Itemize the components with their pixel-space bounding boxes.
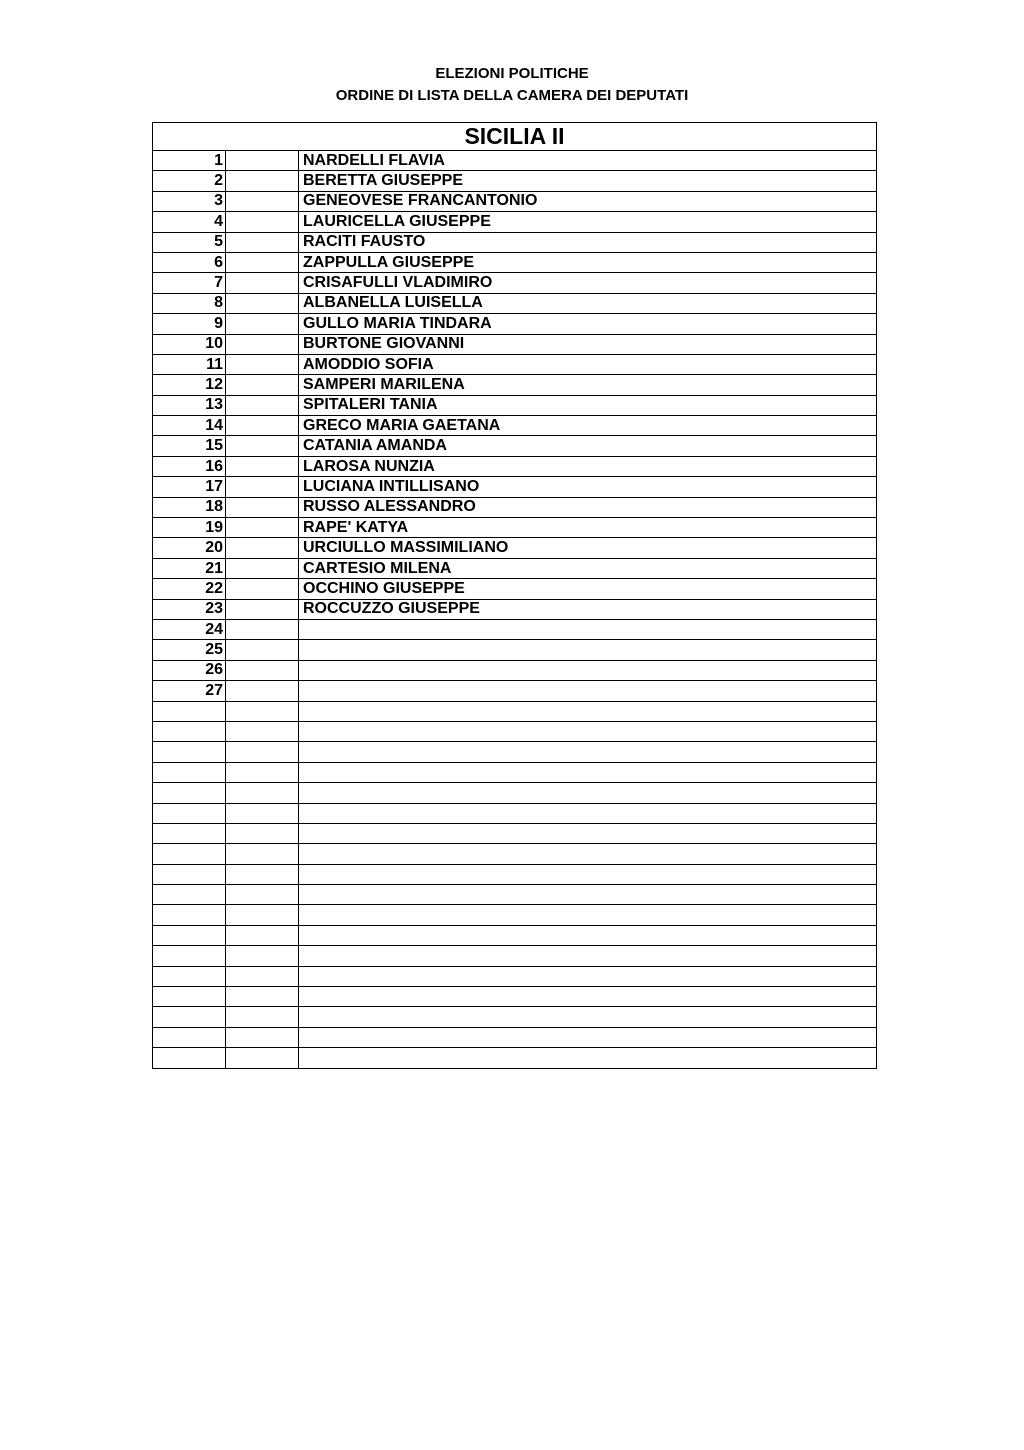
blank-cell xyxy=(226,273,299,293)
blank-cell xyxy=(226,151,299,171)
table-row xyxy=(153,518,877,538)
row-number: 11 xyxy=(153,354,226,374)
blank-cell xyxy=(226,1027,299,1047)
row-number: 17 xyxy=(153,477,226,497)
table-row xyxy=(153,701,877,721)
candidate-name: LUCIANA INTILLISANO xyxy=(299,477,877,497)
candidate-name: GULLO MARIA TINDARA xyxy=(299,314,877,334)
table-row xyxy=(153,191,877,211)
row-number xyxy=(153,885,226,905)
blank-cell xyxy=(226,640,299,660)
candidate-name xyxy=(299,742,877,762)
candidate-name: LAROSA NUNZIA xyxy=(299,456,877,476)
table-row xyxy=(153,151,877,171)
candidate-list-table xyxy=(152,122,877,1069)
blank-cell xyxy=(226,925,299,945)
table-row xyxy=(153,864,877,884)
row-number xyxy=(153,762,226,782)
table-row xyxy=(153,375,877,395)
candidate-name xyxy=(299,640,877,660)
candidate-name: NARDELLI FLAVIA xyxy=(299,151,877,171)
blank-cell xyxy=(226,334,299,354)
row-number: 5 xyxy=(153,232,226,252)
table-row xyxy=(153,314,877,334)
row-number: 3 xyxy=(153,191,226,211)
candidate-name xyxy=(299,1007,877,1027)
table-row xyxy=(153,436,877,456)
table-row xyxy=(153,416,877,436)
row-number xyxy=(153,783,226,803)
blank-cell xyxy=(226,436,299,456)
row-number: 27 xyxy=(153,681,226,701)
candidate-list-body xyxy=(153,123,877,1069)
table-row xyxy=(153,1027,877,1047)
row-number xyxy=(153,1048,226,1068)
blank-cell xyxy=(226,783,299,803)
table-row xyxy=(153,497,877,517)
candidate-name: RAPE' KATYA xyxy=(299,518,877,538)
table-row xyxy=(153,334,877,354)
candidate-name: CARTESIO MILENA xyxy=(299,558,877,578)
row-number xyxy=(153,925,226,945)
row-number xyxy=(153,1007,226,1027)
row-number: 9 xyxy=(153,314,226,334)
candidate-name xyxy=(299,619,877,639)
blank-cell xyxy=(226,987,299,1007)
candidate-name: LAURICELLA GIUSEPPE xyxy=(299,212,877,232)
table-row xyxy=(153,946,877,966)
row-number: 16 xyxy=(153,456,226,476)
blank-cell xyxy=(226,252,299,272)
row-number xyxy=(153,803,226,823)
blank-cell xyxy=(226,946,299,966)
table-row xyxy=(153,293,877,313)
blank-cell xyxy=(226,742,299,762)
candidate-name xyxy=(299,905,877,925)
row-number xyxy=(153,1027,226,1047)
row-number: 1 xyxy=(153,151,226,171)
blank-cell xyxy=(226,803,299,823)
table-row xyxy=(153,579,877,599)
row-number: 20 xyxy=(153,538,226,558)
row-number: 4 xyxy=(153,212,226,232)
blank-cell xyxy=(226,885,299,905)
table-row xyxy=(153,925,877,945)
blank-cell xyxy=(226,660,299,680)
candidate-name xyxy=(299,762,877,782)
table-row xyxy=(153,742,877,762)
blank-cell xyxy=(226,416,299,436)
table-row xyxy=(153,681,877,701)
blank-cell xyxy=(226,762,299,782)
row-number: 19 xyxy=(153,518,226,538)
candidate-name xyxy=(299,946,877,966)
row-number xyxy=(153,844,226,864)
blank-cell xyxy=(226,619,299,639)
candidate-name xyxy=(299,1048,877,1068)
blank-cell xyxy=(226,497,299,517)
header-subtitle: ORDINE DI LISTA DELLA CAMERA DEI DEPUTATI xyxy=(335,87,689,104)
candidate-name xyxy=(299,885,877,905)
blank-cell xyxy=(226,375,299,395)
blank-cell xyxy=(226,864,299,884)
blank-cell xyxy=(226,314,299,334)
table-row xyxy=(153,395,877,415)
table-row xyxy=(153,599,877,619)
row-number: 7 xyxy=(153,273,226,293)
candidate-name: ZAPPULLA GIUSEPPE xyxy=(299,252,877,272)
blank-cell xyxy=(226,456,299,476)
table-row xyxy=(153,660,877,680)
blank-cell xyxy=(226,905,299,925)
table-row xyxy=(153,844,877,864)
candidate-name xyxy=(299,844,877,864)
candidate-name: SPITALERI TANIA xyxy=(299,395,877,415)
table-row xyxy=(153,558,877,578)
row-number xyxy=(153,742,226,762)
table-row xyxy=(153,783,877,803)
candidate-name: OCCHINO GIUSEPPE xyxy=(299,579,877,599)
candidate-name xyxy=(299,721,877,741)
blank-cell xyxy=(226,212,299,232)
blank-cell xyxy=(226,599,299,619)
candidate-name: RUSSO ALESSANDRO xyxy=(299,497,877,517)
table-row xyxy=(153,966,877,986)
table-row xyxy=(153,273,877,293)
candidate-name: GRECO MARIA GAETANA xyxy=(299,416,877,436)
candidate-name xyxy=(299,660,877,680)
table-row xyxy=(153,619,877,639)
candidate-name xyxy=(299,803,877,823)
table-row xyxy=(153,721,877,741)
row-number: 10 xyxy=(153,334,226,354)
row-number: 12 xyxy=(153,375,226,395)
row-number: 8 xyxy=(153,293,226,313)
candidate-name xyxy=(299,925,877,945)
table-row xyxy=(153,905,877,925)
candidate-name xyxy=(299,701,877,721)
blank-cell xyxy=(226,844,299,864)
candidate-name: ROCCUZZO GIUSEPPE xyxy=(299,599,877,619)
table-row xyxy=(153,212,877,232)
blank-cell xyxy=(226,395,299,415)
blank-cell xyxy=(226,232,299,252)
blank-cell xyxy=(226,721,299,741)
table-row xyxy=(153,640,877,660)
blank-cell xyxy=(226,171,299,191)
row-number: 15 xyxy=(153,436,226,456)
candidate-name xyxy=(299,987,877,1007)
candidate-name xyxy=(299,783,877,803)
table-row xyxy=(153,885,877,905)
table-row xyxy=(153,1048,877,1068)
row-number: 2 xyxy=(153,171,226,191)
row-number xyxy=(153,905,226,925)
region-title: SICILIA II xyxy=(153,123,877,151)
blank-cell xyxy=(226,966,299,986)
blank-cell xyxy=(226,538,299,558)
table-row xyxy=(153,823,877,843)
blank-cell xyxy=(226,1048,299,1068)
blank-cell xyxy=(226,477,299,497)
table-row xyxy=(153,803,877,823)
candidate-name: SAMPERI MARILENA xyxy=(299,375,877,395)
candidate-name: BERETTA GIUSEPPE xyxy=(299,171,877,191)
row-number: 25 xyxy=(153,640,226,660)
blank-cell xyxy=(226,579,299,599)
row-number xyxy=(153,946,226,966)
row-number xyxy=(153,987,226,1007)
row-number: 21 xyxy=(153,558,226,578)
row-number xyxy=(153,864,226,884)
header-title: ELEZIONI POLITICHE xyxy=(435,65,589,82)
table-row xyxy=(153,762,877,782)
candidate-name: ALBANELLA LUISELLA xyxy=(299,293,877,313)
candidate-name xyxy=(299,966,877,986)
candidate-name xyxy=(299,823,877,843)
candidate-name: URCIULLO MASSIMILIANO xyxy=(299,538,877,558)
blank-cell xyxy=(226,293,299,313)
document-header xyxy=(0,63,1024,107)
row-number: 23 xyxy=(153,599,226,619)
table-row xyxy=(153,477,877,497)
blank-cell xyxy=(226,354,299,374)
candidate-name: BURTONE GIOVANNI xyxy=(299,334,877,354)
row-number xyxy=(153,701,226,721)
row-number: 13 xyxy=(153,395,226,415)
table-row xyxy=(153,456,877,476)
candidate-name: RACITI FAUSTO xyxy=(299,232,877,252)
candidate-name xyxy=(299,1027,877,1047)
row-number: 14 xyxy=(153,416,226,436)
candidate-name: CATANIA AMANDA xyxy=(299,436,877,456)
table-row xyxy=(153,232,877,252)
row-number: 26 xyxy=(153,660,226,680)
blank-cell xyxy=(226,823,299,843)
table-row xyxy=(153,252,877,272)
row-number xyxy=(153,823,226,843)
row-number: 24 xyxy=(153,619,226,639)
row-number: 18 xyxy=(153,497,226,517)
blank-cell xyxy=(226,701,299,721)
blank-cell xyxy=(226,518,299,538)
blank-cell xyxy=(226,681,299,701)
row-number xyxy=(153,966,226,986)
blank-cell xyxy=(226,191,299,211)
row-number: 22 xyxy=(153,579,226,599)
candidate-name xyxy=(299,681,877,701)
region-header-row xyxy=(153,123,877,151)
blank-cell xyxy=(226,1007,299,1027)
candidate-name xyxy=(299,864,877,884)
row-number: 6 xyxy=(153,252,226,272)
candidate-name: GENEOVESE FRANCANTONIO xyxy=(299,191,877,211)
blank-cell xyxy=(226,558,299,578)
table-row xyxy=(153,354,877,374)
candidate-name: AMODDIO SOFIA xyxy=(299,354,877,374)
row-number xyxy=(153,721,226,741)
table-row xyxy=(153,987,877,1007)
table-row xyxy=(153,538,877,558)
table-row xyxy=(153,1007,877,1027)
candidate-name: CRISAFULLI VLADIMIRO xyxy=(299,273,877,293)
table-row xyxy=(153,171,877,191)
